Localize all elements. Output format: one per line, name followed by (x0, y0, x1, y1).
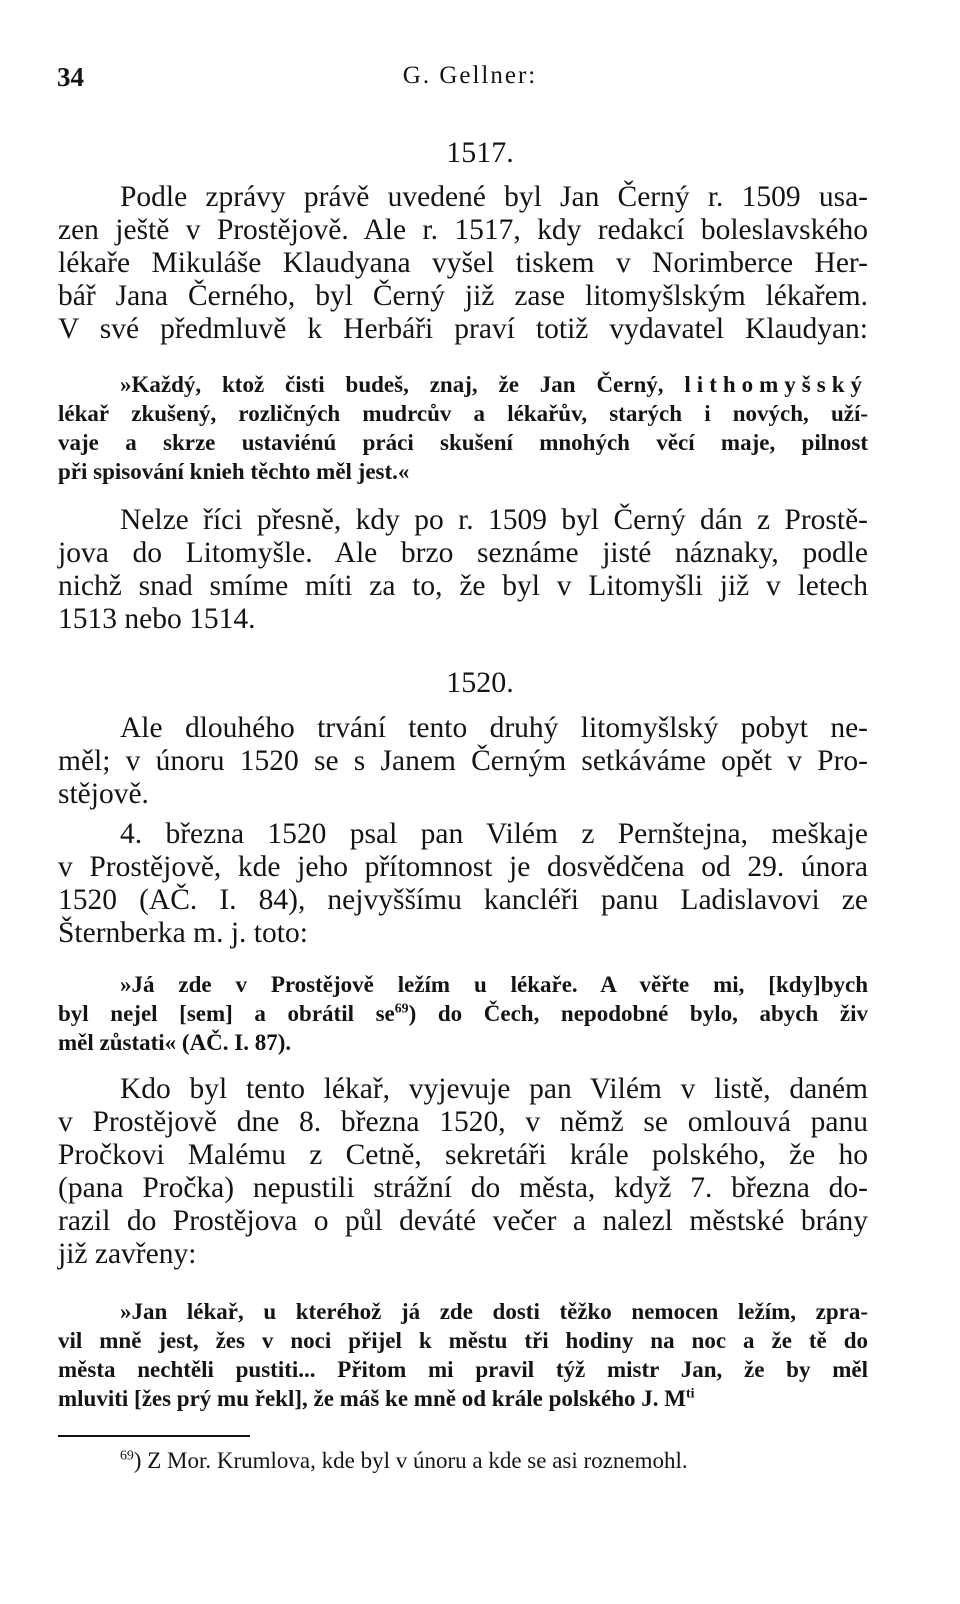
text-line: Podle zprávy právě uvedené byl Jan Černý r. 1509 usa- (120, 181, 868, 213)
block-quote (58, 1297, 868, 1413)
quote-text: byl nejel [sem] a obrátil se (58, 1001, 395, 1026)
text-line: Pročkovi Malému z Cetně, sekretáři krále polského, že ho (58, 1139, 868, 1171)
quote-line: »Jan lékař, u kteréhož já zde dosti těžko nemocen ležím, zpra- (120, 1299, 868, 1324)
text-line: měl; v únoru 1520 se s Janem Černým setkáváme opět v Pro- (58, 745, 868, 777)
text-line: 1520 (AČ. I. 84), nejvyššímu kancléři panu Ladislavovi ze (58, 884, 868, 916)
spaced-word: lithomyšský (684, 372, 869, 397)
quote-line (58, 999, 868, 1028)
footnote-rule (58, 1435, 250, 1437)
footnote-ref: 69 (394, 1000, 409, 1016)
running-title: G. Gellner: (402, 62, 538, 89)
paragraph (58, 504, 868, 636)
text-line: Ale dlouhého trvání tento druhý litomyšlský pobyt ne- (120, 712, 868, 744)
page-number: 34 (57, 62, 84, 92)
quote-line: města nechtěli pustiti... Přitom mi pravil týž mistr Jan, že by měl (58, 1357, 868, 1382)
quote-line (58, 1384, 868, 1413)
text-line: stějově. (58, 778, 149, 810)
quote-line: při spisování knieh těchto měl jest.« (58, 459, 410, 484)
quote-text: »Každý, ktož čisti budeš, znaj, že Jan Černý, (120, 372, 664, 397)
text-line: nichž snad smíme míti za to, že byl v Litomyšli již v letech (58, 570, 868, 602)
paragraph (58, 1073, 868, 1271)
text-line: V své předmluvě k Herbáři praví totiž vydavatel Klaudyan: (58, 313, 868, 345)
text-line: (pana Pročka) nepustili strážní do města, když 7. března do- (58, 1172, 868, 1204)
text-line: 4. března 1520 psal pan Vilém z Pernštejna, meškaje (120, 818, 868, 850)
section-heading-1517: 1517. (446, 136, 514, 169)
text-line: již zavřeny: (58, 1238, 197, 1270)
footnote-marker: 69 (120, 1447, 134, 1463)
section-heading-1520: 1520. (446, 666, 514, 699)
paragraph (58, 712, 868, 811)
quote-line (58, 370, 868, 399)
page-header (57, 62, 883, 102)
text-line: bář Jana Černého, byl Černý již zase litomyšlským lékařem. (58, 280, 868, 312)
footnote-text: ) Z Mor. Krumlova, kde byl v únoru a kde se asi roznemohl. (133, 1448, 688, 1473)
text-line: jova do Litomyšle. Ale brzo seznáme jisté náznaky, podle (58, 537, 868, 569)
text-line: 1513 nebo 1514. (58, 603, 256, 635)
text-line: Nelze říci přesně, kdy po r. 1509 byl Černý dán z Prostě- (120, 504, 868, 536)
quote-line: lékař zkušený, rozličných mudrcův a lékařův, starých i nových, uží- (58, 401, 868, 426)
quote-text: mluviti [žes prý mu řekl], že máš ke mně od krále polského J. M (58, 1386, 686, 1411)
paragraph (58, 181, 868, 346)
footnote (120, 1447, 688, 1475)
quote-line: vil mně jest, žes v noci přijel k městu tři hodiny na noc a že tě do (58, 1328, 868, 1353)
quote-line: měl zůstati« (AČ. I. 87). (58, 1030, 292, 1055)
block-quote (58, 970, 868, 1057)
text-line: Kdo byl tento lékař, vyjevuje pan Vilém v listě, daném (120, 1073, 868, 1105)
text-line: v Prostějově, kde jeho přítomnost je dosvědčena od 29. února (58, 851, 868, 883)
text-line: v Prostějově dne 8. března 1520, v němž se omlouvá panu (58, 1106, 868, 1138)
quote-text: ) do Čech, nepodobné bylo, abych živ (408, 1001, 868, 1026)
paragraph (58, 818, 868, 950)
quote-line: »Já zde v Prostějově ležím u lékaře. A věřte mi, [kdy]bych (120, 972, 868, 997)
text-line: lékaře Mikuláše Klaudyana vyšel tiskem v Norimberce Her- (58, 247, 868, 279)
text-line: Šternberka m. j. toto: (58, 917, 308, 949)
block-quote (58, 370, 868, 486)
text-line: zen ještě v Prostějově. Ale r. 1517, kdy redakcí boleslavského (58, 214, 868, 246)
quote-line: vaje a skrze ustaviénú práci skušení mnohých věcí maje, pilnost (58, 430, 868, 455)
text-line: razil do Prostějova o půl deváté večer a nalezl městské brány (58, 1205, 868, 1237)
superscript: ti (685, 1385, 695, 1401)
